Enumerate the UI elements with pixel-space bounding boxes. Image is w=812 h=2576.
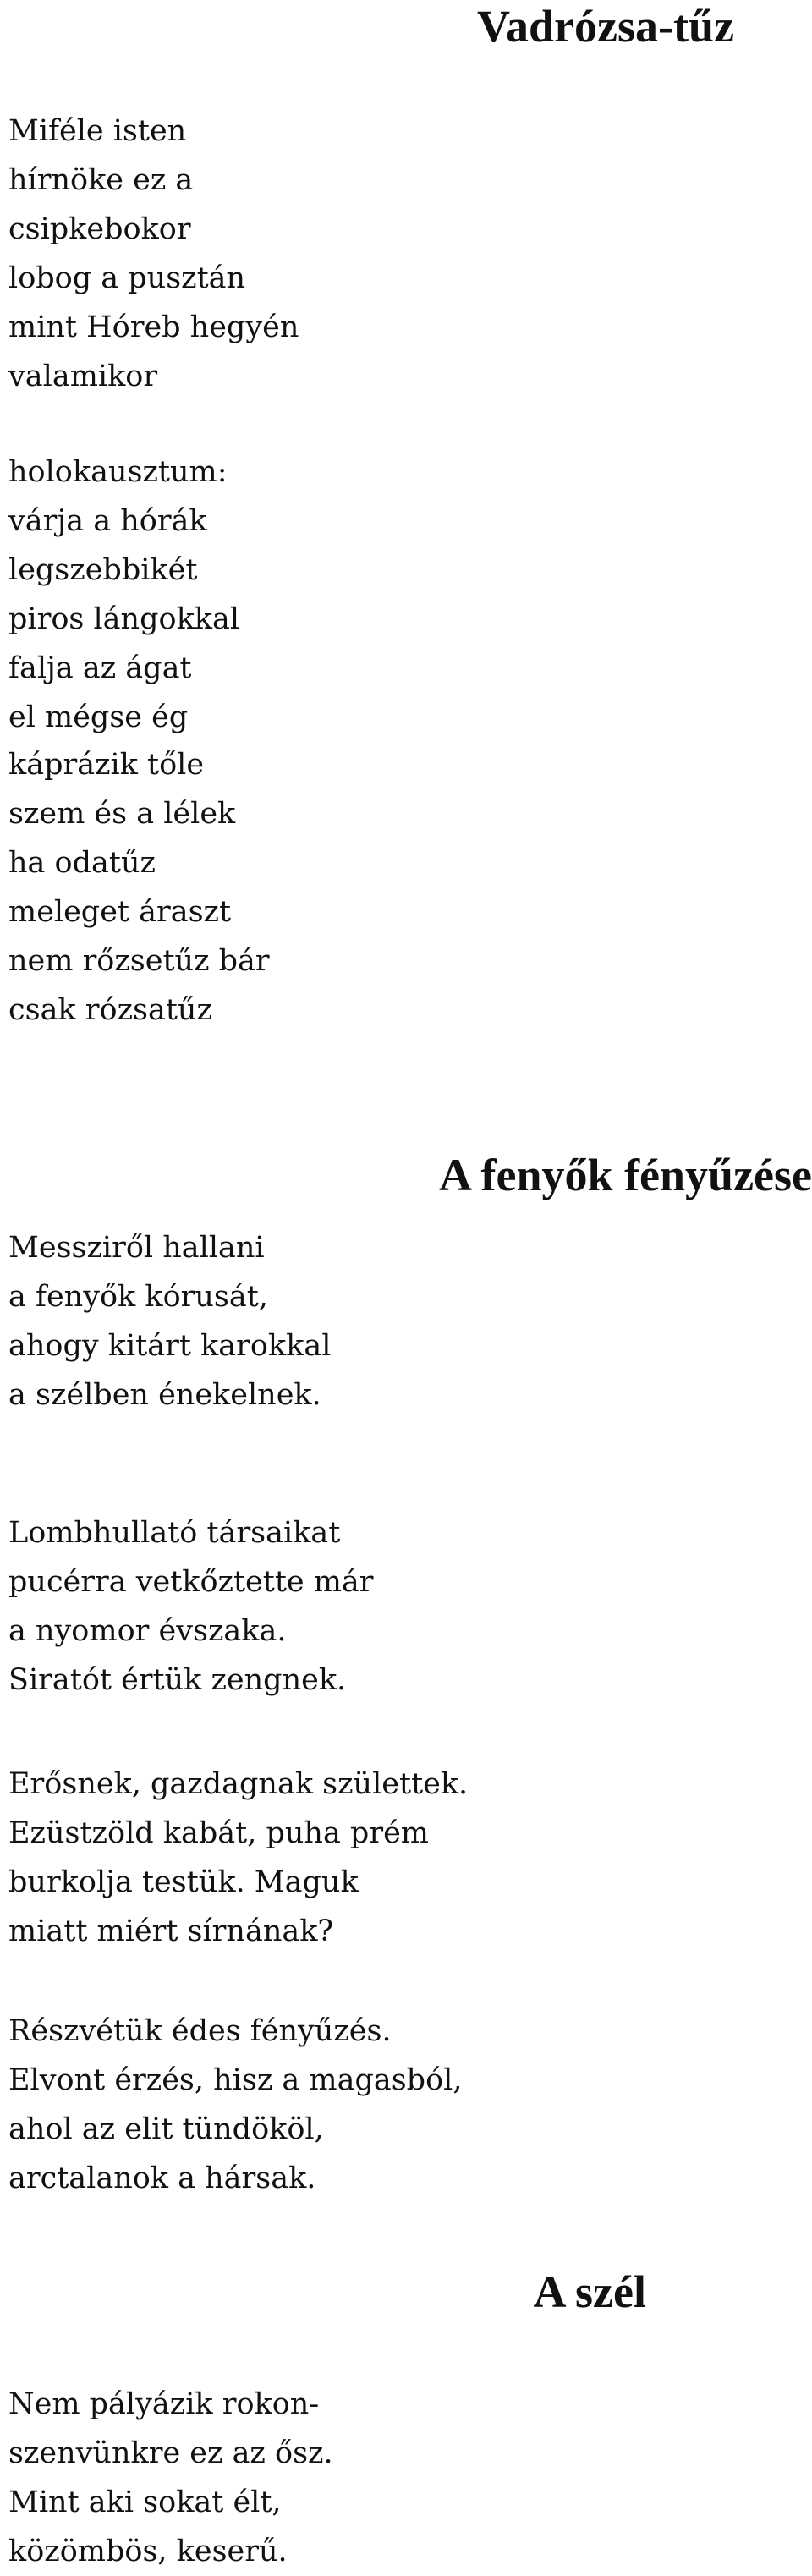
stanza [8, 1760, 468, 1956]
poem-line: hírnöke ez a [8, 163, 194, 197]
poem-line: szem és a lélek [8, 797, 236, 831]
poem-line: ahogy kitárt karokkal [8, 1329, 332, 1363]
poem-line: holokausztum: [8, 455, 228, 489]
poem-line: Messziről hallani [8, 1231, 265, 1265]
poem-title: Vadrózsa-tűz [477, 1, 734, 52]
poem-line: Siratót értük zengnek. [8, 1663, 347, 1697]
poem-line: a fenyők kórusát, [8, 1280, 268, 1314]
poem-line: a nyomor évszaka. [8, 1614, 287, 1648]
stanza [8, 1508, 374, 1705]
stanza [8, 448, 239, 742]
stanza [8, 107, 299, 401]
poem-title: A szél [533, 2266, 646, 2317]
poem-line: ha odatűz [8, 846, 156, 880]
poem-line: ahol az elit tündököl, [8, 2112, 324, 2146]
poem-line: Lombhullató társaikat [8, 1516, 341, 1550]
poem-line: piros lángokkal [8, 602, 240, 636]
poem-line: valamikor [8, 360, 158, 393]
poem-line: nem rőzsetűz bár [8, 944, 270, 978]
poem-line: szenvünkre ez az ősz. [8, 2436, 333, 2470]
poem-line: csak rózsatűz [8, 993, 212, 1027]
poem-line: Miféle isten [8, 114, 187, 148]
poem-line: burkolja testük. Maguk [8, 1865, 359, 1899]
poem-line: miatt miért sírnának? [8, 1914, 334, 1948]
poem-line: Ezüstzöld kabát, puha prém [8, 1816, 429, 1850]
poem-line: Erősnek, gazdagnak születtek. [8, 1767, 469, 1801]
poem-line: várja a hórák [8, 504, 207, 538]
poem-line: falja az ágat [8, 651, 192, 685]
poem-line: Részvétük édes fényűzés. [8, 2014, 392, 2048]
poem-line: mint Hóreb hegyén [8, 310, 299, 344]
poem-line: lobog a pusztán [8, 261, 246, 295]
poem-line: meleget áraszt [8, 895, 232, 929]
poem-line: káprázik tőle [8, 748, 205, 782]
stanza [8, 2380, 333, 2576]
poem-line: legszebbikét [8, 553, 198, 587]
stanza [8, 740, 270, 1035]
poem-title: A fenyők fényűzése [439, 1150, 812, 1200]
poem-line: Mint aki sokat élt, [8, 2485, 282, 2519]
poem-line: arctalanok a hársak. [8, 2161, 316, 2195]
poem-line: Nem pályázik rokon- [8, 2387, 320, 2421]
poem-line: el mégse ég [8, 700, 189, 734]
stanza [8, 2007, 462, 2203]
poem-line: csipkebokor [8, 212, 191, 246]
poem-line: Elvont érzés, hisz a magasból, [8, 2063, 463, 2097]
poem-line: a szélben énekelnek. [8, 1378, 321, 1412]
poem-line: közömbös, keserű. [8, 2535, 288, 2568]
poem-line: pucérra vetkőztette már [8, 1565, 374, 1599]
stanza [8, 1223, 331, 1420]
